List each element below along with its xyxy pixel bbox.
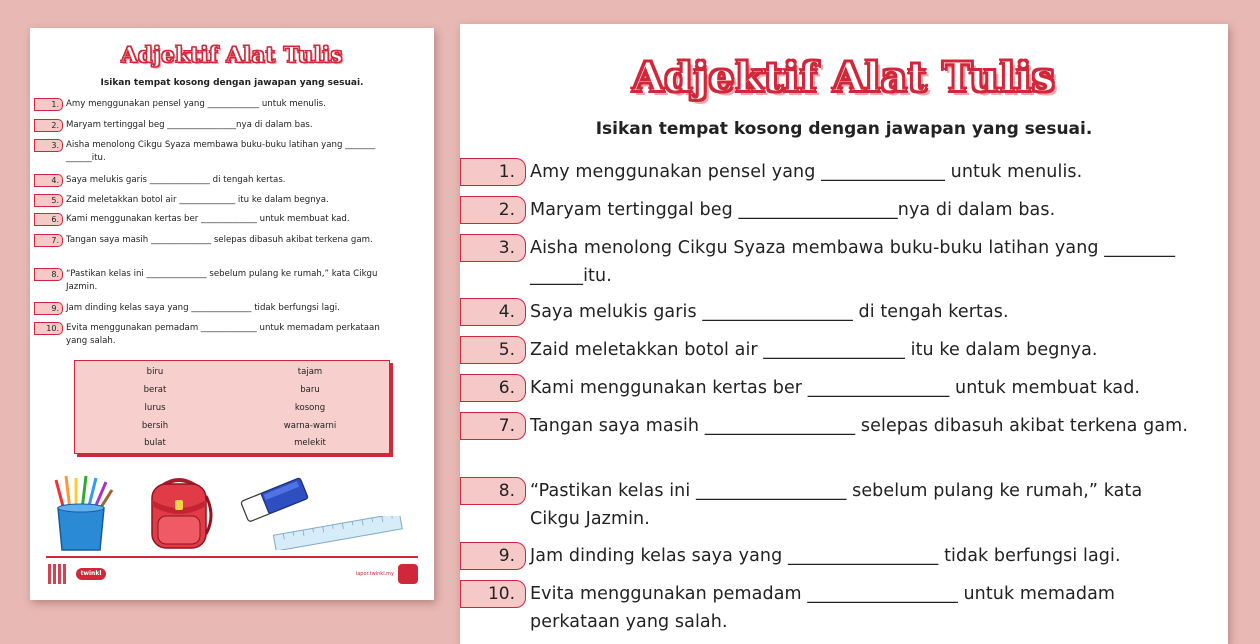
question-text: Evita menggunakan pemadam _____________ untuk memadam perkataan yang salah.: [66, 323, 380, 346]
question-text: Zaid meletakkan botol air _____________ itu ke dalam begnya.: [66, 195, 329, 205]
question-number-label: 5.: [460, 336, 526, 364]
word-bank-word: bulat: [144, 438, 166, 448]
worksheet-large-page: [460, 24, 1228, 644]
question-number-label: 7.: [460, 412, 526, 440]
question-text: Jam dinding kelas saya yang ______________ tidak berfungsi lagi.: [66, 303, 340, 313]
question-text: “Pastikan kelas ini _________________ sebelum pulang ke rumah,” kata Cikgu Jazmin.: [530, 481, 1143, 529]
question-text: Maryam tertinggal beg ________________nya di dalam bas.: [66, 120, 313, 130]
footer-divider: [46, 556, 418, 558]
question-text: Zaid meletakkan botol air ________________ itu ke dalam begnya.: [530, 340, 1098, 360]
question-text: Maryam tertinggal beg __________________nya di dalam bas.: [530, 200, 1056, 220]
word-bank-word: kosong: [294, 403, 326, 413]
question-text: Kami menggunakan kertas ber ________________ untuk membuat kad.: [530, 378, 1141, 398]
question-text: Aisha menolong Cikgu Syaza membawa buku-buku latihan yang ________ ______itu.: [530, 238, 1176, 286]
question-number-label: 9.: [460, 542, 526, 570]
question-text: Kami menggunakan kertas ber _____________ untuk membuat kad.: [66, 214, 350, 224]
question-text: Jam dinding kelas saya yang _________________ tidak berfungsi lagi.: [530, 546, 1121, 566]
school-bag-icon: [144, 476, 214, 552]
word-bank-word: biru: [146, 367, 164, 377]
word-bank-word: warna-warni: [283, 421, 337, 431]
question-number-label: 2.: [460, 196, 526, 224]
question-number-label: 1.: [34, 98, 63, 111]
word-bank: [74, 360, 390, 454]
question-number-label: 6.: [460, 374, 526, 402]
word-bank-word: melekit: [294, 438, 326, 448]
qr-code-icon: [48, 564, 68, 584]
question-number-label: 8.: [34, 268, 63, 281]
word-bank-word: lurus: [144, 403, 166, 413]
worksheet-preview-page: [30, 28, 434, 600]
question-number-label: 1.: [460, 158, 526, 186]
question-number-label: 9.: [34, 302, 63, 315]
question-text: Amy menggunakan pensel yang ______________ untuk menulis.: [530, 162, 1083, 182]
footer-url-text: lapor.twinkl.my: [355, 571, 394, 577]
question-number-label: 4.: [34, 174, 63, 187]
question-number-label: 8.: [460, 477, 526, 505]
brand-logo: twinkl: [76, 568, 106, 580]
word-bank-word: bersih: [141, 421, 169, 431]
question-text: Saya melukis garis _________________ di tengah kertas.: [530, 302, 1009, 322]
question-number-label: 10.: [34, 322, 63, 335]
worksheet-instruction: Isikan tempat kosong dengan jawapan yang sesuai.: [595, 119, 1093, 139]
question-text: Tangan saya masih ______________ selepas dibasuh akibat terkena gam.: [66, 235, 373, 245]
worksheet-instruction-small: Isikan tempat kosong dengan jawapan yang sesuai.: [100, 78, 364, 88]
worksheet-title-small: Adjektif Alat Tulis: [121, 42, 343, 67]
word-bank-word: baru: [300, 385, 320, 395]
badge-logo-icon: [398, 564, 418, 584]
question-text: Tangan saya masih _________________ selepas dibasuh akibat terkena gam.: [530, 416, 1188, 436]
question-number-label: 7.: [34, 234, 63, 247]
question-number-label: 4.: [460, 298, 526, 326]
question-text: Amy menggunakan pensel yang ____________ untuk menulis.: [66, 99, 326, 109]
question-number-label: 5.: [34, 194, 63, 207]
worksheet-title: Adjektif Alat Tulis: [632, 54, 1056, 101]
question-number-label: 3.: [34, 139, 63, 152]
question-number-label: 2.: [34, 119, 63, 132]
question-text: Evita menggunakan pemadam _________________ untuk memadam perkataan yang salah.: [530, 584, 1116, 632]
pencil-cup-icon: [50, 474, 114, 552]
word-bank-word: berat: [143, 385, 167, 395]
question-number-label: 6.: [34, 213, 63, 226]
ruler-icon: [270, 516, 406, 550]
question-text: Aisha menolong Cikgu Syaza membawa buku-buku latihan yang _______ ______itu.: [66, 140, 376, 163]
question-number-label: 10.: [460, 580, 526, 608]
question-number-label: 3.: [460, 234, 526, 262]
question-text: Saya melukis garis ______________ di tengah kertas.: [66, 175, 286, 185]
word-bank-word: tajam: [297, 367, 323, 377]
question-text: “Pastikan kelas ini ______________ sebelum pulang ke rumah,” kata Cikgu Jazmin.: [66, 269, 378, 292]
